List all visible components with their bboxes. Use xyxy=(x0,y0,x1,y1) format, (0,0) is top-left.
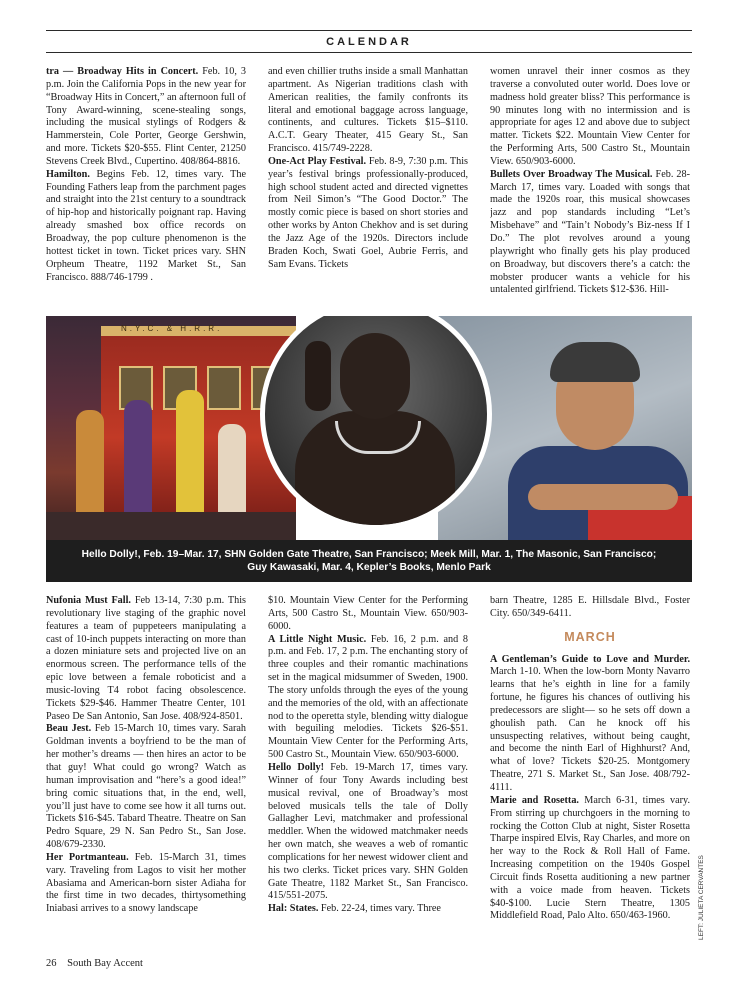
event-listing: Nufonia Must Fall. Feb 13-14, 7:30 p.m. This revolutionary live staging of the graphic novel features a team of puppeteers manipulating a cast of 10-inch puppets interacting on more than a dozen miniature sets and projected live on an enormous screen. The performance tells of the epic love between a female roboticist and a music-loving T4 robot facing obsolescence. Tickets $29-$46. Hammer Theatre Center, 101 Paseo De San Antonio, San Jose. 408/924-8501. xyxy=(46,595,246,722)
performer-figure xyxy=(218,424,246,520)
stage-floor xyxy=(46,512,296,540)
photo-credit: LEFT: JULIETA CERVANTES xyxy=(698,855,705,940)
event-listing: barn Theatre, 1285 E. Hillsdale Blvd., Foster City. 650/349-6411. xyxy=(490,595,690,619)
photo-caption xyxy=(46,540,692,582)
header-rule-bottom xyxy=(46,52,692,53)
header-rule-top xyxy=(46,30,692,31)
page-number: 26 xyxy=(46,958,57,969)
bottom-column-2 xyxy=(268,595,468,953)
event-listing: Marie and Rosetta. March 6-31, times vary. From stirring up churchgoers in the morning to rocking the Cotton Club at night, Sister Rosetta Tharpe inspired Elvis, Ray Charles, and more on her way to the Rock & Roll Hall of Fame. Increasing competition on the 1940s Gospel Circuit finds Rosetta auditioning a new partner with a voice made from heaven. Tickets $40-$100. Lucie Stern Theatre, 1305 Middlefield Road, Palo Alto. 650/463-1960. xyxy=(490,794,690,922)
performer-figure xyxy=(76,410,104,520)
trolley-sign: N.Y.C. & H.R.R. xyxy=(121,324,223,333)
event-listing: Bullets Over Broadway The Musical. Feb. 28-March 17, times vary. Loaded with songs that made the 1920s roar, this musical showcases jazz and pop standards including “Let’s Misbehave” and “Tain’t Nobody’s Biz-ness If I Do.” The plot revolves around a young playwright who finally gets his play produced on Broadway, but discovers there’s a catch: the mobster producer wants a vehicle for his untalented girlfriend. Tickets $12-$36. Hill- xyxy=(490,168,690,296)
event-listing: Beau Jest. Feb 15-March 10, times vary. Sarah Goldman invents a boyfriend to be the man of her mother’s dreams — then hires an actor to be that guy! What could go wrong? Watch as human improvisation and “here’s a good idea!” bring comic situations that, in the end, well, you’ll just have to come see how it all turns out. Tickets $16-$45. Tabard Theatre. Theatre on San Pedro Square, 29 N. San Pedro St., San Jose. 408/679-2330. xyxy=(46,723,246,851)
top-column-3 xyxy=(490,66,690,306)
event-listing: and even chillier truths inside a small Manhattan apartment. As Nigerian traditions clash with American realities, the family confronts its literal and emotional baggage across language, continents, and cultures. Tickets $15–$110. A.C.T. Geary Theater, 415 Geary St., San Francisco. 415/749-2228. xyxy=(268,66,468,155)
section-title: CALENDAR xyxy=(326,36,412,48)
top-column-1 xyxy=(46,66,246,306)
publication-name: South Bay Accent xyxy=(67,958,143,969)
caption-line: Guy Kawasaki, Mar. 4, Kepler’s Books, Menlo Park xyxy=(247,562,491,573)
event-listing: women unravel their inner cosmos as they traverse a convoluted outer world. Does love or madness hold greater bliss? This performance is 90 minutes long with no intermission and is appropriate for ages 12 and above due to subject matter. Tickets $22. Mountain View Center for the Performing Arts, 500 Castro St., Mountain View. 650/903-6000. xyxy=(490,66,690,167)
person-hair xyxy=(550,342,640,382)
person-hand xyxy=(305,341,331,411)
event-listing: A Gentleman’s Guide to Love and Murder. March 1-10. When the low-born Monty Navarro learns that he’s eighth in line for a family fortune, he figures his chances of outliving his predecessors are slight— so he sets off down a ghoulish path. Can he knock off his unsuspecting relatives, without being caught, and become the ninth Earl of Highhurst? And, what of love? Tickets $20-25. Montgomery Theatre, 271 S. Market St., San Jose. 408/792-4111. xyxy=(490,653,690,793)
hello-dolly-photo xyxy=(46,316,296,540)
event-listing: Hal: States. Feb. 22-24, times vary. Three xyxy=(268,903,441,915)
event-listing: One-Act Play Festival. Feb. 8-9, 7:30 p.m. This year’s festival brings professionally-produced, high school student acted and directed vignettes from Neil Simon’s “The Good Doctor.” The mostly comic piece is based on short stories and other works by Anton Chekhov and is set during the Jazz Age of the 1920s. Directors include Braden Koch, Swati Goel, Aubrie Ferris, and Sam Evans. Tickets xyxy=(268,155,468,270)
bottom-column-1 xyxy=(46,595,246,953)
performer-figure xyxy=(176,390,204,520)
event-listing: $10. Mountain View Center for the Performing Arts, 500 Castro St., Mountain View. 650/903-6000. xyxy=(268,595,468,632)
top-column-2 xyxy=(268,66,468,306)
event-listing: Her Portmanteau. Feb. 15-March 31, times vary. Traveling from Lagos to visit her mother Abasiama and American-born sister Adiaha for the first time in two decades, thirtysomething Iniabasi arrives to a snowy landscape xyxy=(46,851,246,915)
person-arms xyxy=(528,484,678,510)
photo-strip xyxy=(46,316,692,540)
person-head xyxy=(340,333,410,419)
month-heading: MARCH xyxy=(564,629,616,644)
event-listing: tra — Broadway Hits in Concert. Feb. 10, 3 p.m. Join the California Pops in the new year for “Broadway Hits in Concert,” an afternoon full of Tony Award-winning, scene-stealing songs, including the musical stylings of Rodgers & Hammerstein, Cole Porter, George Gershwin, and more. Tickets $20-$55. Flint Center, 21250 Stevens Creek Blvd., Cupertino. 408/864-8816. xyxy=(46,66,246,167)
trolley-window xyxy=(207,366,241,410)
bottom-column-3 xyxy=(490,595,690,953)
event-listing: Hello Dolly! Feb. 19-March 17, times vary. Winner of four Tony Awards including best musical revival, one of Broadway’s most beloved musicals tells the tale of Dolly Gallagher Levi, matchmaker and professional meddler. When the widowed matchmaker needs her own match, she weaves a web of romantic complications for her newest widower client and his two clerks. Ticket prices vary. SHN Golden Gate Theatre, 1182 Market St., San Francisco. 415/551-2075. xyxy=(268,761,468,902)
page-footer xyxy=(46,958,151,969)
caption-line: Hello Dolly!, Feb. 19–Mar. 17, SHN Golden Gate Theatre, San Francisco; Meek Mill, Mar. 1, The Masonic, San Francisco; xyxy=(81,549,657,560)
performer-figure xyxy=(124,400,152,520)
event-listing: Hamilton. Begins Feb. 12, times vary. The Founding Fathers leap from the parchment pages and straight into the 21st century to a soundtrack of hip-hop and historically poignant rap. Having already smashed box office records on Broadway, the pop culture phenomenon is the hottest ticket in town. Ticket prices vary. SHN Orpheum Theatre, 1192 Market St., San Francisco. 888/746-1799 . xyxy=(46,168,246,283)
event-listing: A Little Night Music. Feb. 16, 2 p.m. and 8 p.m. and Feb. 17, 2 p.m. The enchanting story of three couples and their romantic machinations set in the magical midsummer of Sweden, 1900. The story unfolds through the eyes of the young and the memories of the old, with an affectionate nod to the operetta style, blending witty dialogue with beguiling melodies. Tickets $26-$51. Mountain View Center for the Performing Arts, 500 Castro St., Mountain View. 650/903-6000. xyxy=(268,633,468,761)
